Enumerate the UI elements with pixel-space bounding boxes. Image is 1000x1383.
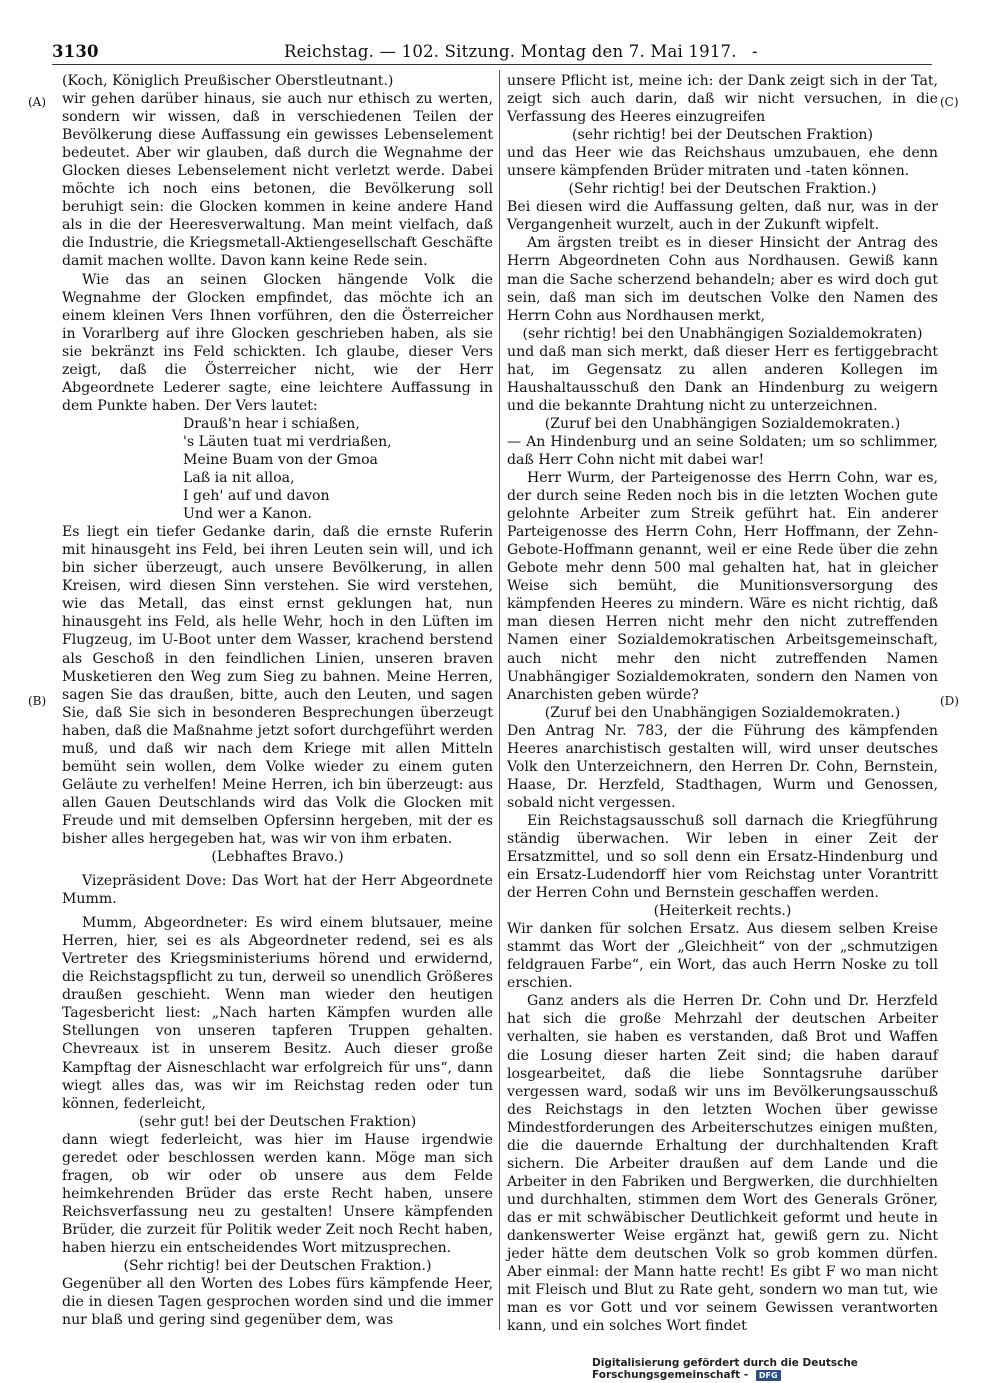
margin-mark-a: (A) — [28, 95, 47, 109]
paragraph: Ein Reichstagsausschuß soll darnach die Kriegführung ständig überwachen. Wir leben in einer Zeit der Ersatzmittel, und so soll denn ein Ersatz-Hindenburg und ein Ersatz-Ludendorff hier vom Reichstag unter Vorantritt der Herren Cohn und Bernstein geschaffen werden. — [507, 812, 938, 902]
footer-text: Digitalisierung gefördert durch die Deutsche Forschungsgemeinschaft - — [592, 1357, 858, 1381]
interjection: (Sehr richtig! bei der Deutschen Fraktion.) — [568, 181, 877, 198]
dfg-logo: DFG — [756, 1370, 781, 1381]
paragraph: Herr Wurm, der Parteigenosse des Herrn Cohn, war es, der durch seine Reden noch bis in die letzten Wochen gute gelohnte Arbeiter zum Streik geführt hat. Ein anderer Parteigenosse des Herrn Cohn, Herr Hoffmann, der Zehn-Gebote-Hoffmann genannt, weil er eine Rede über die zehn Gebote mehr denn 500 mal gehalten hat, hat in gleicher Weise sich bemüht, die Munitionsversorgung des kämpfenden Heeres zu mindern. Wäre es nicht richtig, daß man diesen Herren nicht mehr den nicht zutreffenden Namen einer Sozialdemokratischen Arbeitsgemeinschaft, auch nicht mehr den nicht zutreffenden Namen Unabhängiger Sozialdemokraten, sondern den Namen von Anarchisten geben würde? — [507, 470, 938, 703]
paragraph: Wir danken für solchen Ersatz. Aus diesem selben Kreise stammt das Wort der „Gleichheit“ von der „schmutzigen feldgrauen Farbe“, ein Wort, das auch Herrn Noske zu toll erschien. — [507, 921, 938, 992]
page-number: 3130 — [52, 42, 99, 61]
verse-line: Laß ia nit alloa, — [183, 470, 295, 487]
margin-mark-c: (C) — [940, 95, 959, 109]
page-header — [52, 42, 952, 66]
interjection: (sehr gut! bei der Deutschen Fraktion) — [138, 1113, 417, 1130]
paragraph: wir gehen darüber hinaus, sie auch nur ethisch zu werten, sondern wir wissen, daß in verschiedenen Teilen der Bevölkerung diese Auffassung ein gewisses Lebenselement bedeutet. Aber wir glauben, daß durch die Wegnahme der Glocken dieses Lebenselement nicht verletzt werde. Dabei möchte ich noch eins betonen, die Bevölkerung soll beruhigt sein: die Glocken kommen in keine andere Hand als in die der Heeresverwaltung. Man meint vielfach, daß die Industrie, die Kriegsmetall-Aktiengesellschaft Geschäfte damit machen wollte. Davon kann keine Rede sein. — [62, 91, 493, 270]
paragraph: Es liegt ein tiefer Gedanke darin, daß die ernste Ruferin mit hinausgeht ins Feld, bei ihren Leuten sein will, und ich bin sicher überzeugt, auch unsere Bevölkerung, in allen Kreisen, wird diesen Sinn verstehen. Sie wird verstehen, wie das Metall, das einst ernst geklungen hat, nun hinausgeht ins Feld, als helle Wehr, hoch in den Lüften im Flugzeug, im U-Boot unter dem Wasser, krachend berstend als Geschoß in den feindlichen Linien, unseren braven Musketieren den Weg zum Sieg zu bahnen. Meine Herren, sagen Sie das draußen, bitte, auch den Leuten, und sagen Sie, daß Sie sich in besonderen Besprechungen überzeugt haben, daß die Maßnahme jetzt sofort durchgeführt werden muß, und daß wir nach dem Kriege mit allen Mitteln bemüht sein wollen, dem Volke wieder zu einem guten Geläute zu verhelfen! Meine Herren, ich bin überzeugt: aus allen Gauen Deutschlands wird das Volk die Glocken mit Freude und mit demselben Opfersinn hergeben, mit der es bisher alles hergegeben hat, was wir von ihm erbaten. — [62, 524, 493, 847]
running-title: Reichstag. — 102. Sitzung. Montag den 7. Mai 1917. — [284, 42, 737, 61]
paragraph: — An Hindenburg und an seine Soldaten; um so schlimmer, daß Herr Cohn nicht mit dabei war! — [507, 433, 938, 468]
column-divider — [499, 70, 500, 1330]
verse-line: Und wer a Kanon. — [183, 506, 313, 523]
verse-line: Meine Buam von der Gmoa — [183, 451, 378, 468]
paragraph: Den Antrag Nr. 783, der die Führung des kämpfenden Heeres anarchistisch gestalten will, wird unser deutsches Volk den Unterzeichnern, den Herren Dr. Cohn, Bernstein, Haase, Dr. Herzfeld, Stadthagen, Wurm und Genossen, sobald nicht vergessen. — [507, 722, 938, 811]
margin-mark-b: (B) — [28, 694, 47, 708]
paragraph: Mumm, Abgeordneter: Es wird einem blutsauer, meine Herren, hier, sei es als Abgeordneter redend, sei es als Vertreter des Kriegsministeriums hörend und erwidernd, die Reichstagspflicht zu tun, derweil so unendlich Größeres draußen geschieht. Wenn man wieder den heutigen Tagesbericht liest: „Nach harten Kämpfen wurden alle Stellungen von unseren tapferen Truppen gehalten. Chevreaux ist in unserem Besitz. Auch dieser große Kampftag der Aisneschlacht war erfolgreich für uns“, dann wiegt alles das, was wir im Reichstag reden oder tun können, federleicht, — [62, 915, 493, 1112]
paragraph: und daß man sich merkt, daß dieser Herr es fertiggebracht hat, im Gegensatz zu allen anderen Kollegen im Haushaltausschuß den Dank an Hindenburg zu weigern und die bekannte Drahtung nicht zu unterzeichnen. — [507, 343, 938, 414]
header-dash: - — [752, 42, 758, 61]
paragraph: Bei diesen wird die Auffassung gelten, daß nur, was in der Vergangenheit wurzelt, auch in der Zukunft wipfelt. — [507, 199, 938, 234]
margin-mark-d: (D) — [940, 694, 959, 708]
header-rule — [52, 64, 932, 65]
paragraph: Ganz anders als die Herren Dr. Cohn und Dr. Herzfeld hat sich die große Mehrzahl der deutschen Arbeiter verhalten, sie haben es verstanden, daß Brot und Waffen die Losung dieser harten Zeit sind; die haben darauf losgearbeitet, daß die liebe Sonntagsruhe darüber vergessen ward, sodaß wir uns im Bevölkerungsausschuß des Reichstags in den letzten Wochen über gewisse Mindestforderungen des Arbeiterschutzes einigen mußten, die die dauernde Erhaltung der durchhaltenden Kraft sichern. Die Arbeiter draußen auf dem Lande und die Arbeiter in den Fabriken und Bergwerken, die durchhielten und durchhalten, stimmen dem Wort des Generals Gröner, das er mit schwäbischer Deutlichkeit geformt und heute in dankenswerter Weise ergänzt hat, gewiß gern zu. Nicht jeder hätte dem deutschen Volk so grob kommen dürfen. Aber einmal: der Mann hatte recht! Es gibt F wo man nicht mit Fleisch und Blut zu Rate geht, sondern wo man tut, wie man es vor Gott und vor seinem Gewissen verantworten kann, und ein solches Wort findet — [507, 993, 938, 1335]
footer-credit — [592, 1357, 992, 1381]
paragraph: dann wiegt federleicht, was hier im Hause irgendwie geredet oder beschlossen werden kann. Möge man sich fragen, ob wir oder ob unsere aus dem Felde heimkehrenden Brüder das erste Recht haben, unsere Reichsverfassung neu zu gestalten! Unsere kämpfenden Brüder, die zurzeit für Politik weder Zeit noch Recht haben, haben hierzu ein entscheidendes Wort mitzusprechen. — [62, 1131, 493, 1256]
paragraph: (Koch, Königlich Preußischer Oberstleutnant.) — [62, 73, 394, 89]
interjection: (Zuruf bei den Unabhängigen Sozialdemokraten.) — [544, 415, 901, 432]
interjection: (Zuruf bei den Unabhängigen Sozialdemokraten.) — [544, 704, 901, 721]
interjection: (sehr richtig! bei den Unabhängigen Sozialdemokraten) — [522, 325, 923, 342]
paragraph: Gegenüber all den Worten des Lobes fürs kämpfende Heer, die in diesen Tagen gesprochen worden sind und die immer nur blaß und gering sind gegenüber dem, was — [62, 1276, 493, 1329]
verse-line: 's Läuten tuat mi verdriaßen, — [183, 433, 392, 450]
right-column — [507, 72, 938, 1335]
interjection: (Sehr richtig! bei der Deutschen Fraktion.) — [123, 1258, 432, 1275]
paragraph: Vizepräsident Dove: Das Wort hat der Herr Abgeordnete Mumm. — [62, 873, 493, 908]
verse-line: Drauß'n hear i schiaßen, — [183, 415, 360, 432]
paragraph: und das Heer wie das Reichshaus umzubauen, ehe denn unsere kämpfenden Brüder mitraten und -taten können. — [507, 145, 938, 180]
verse-line: I geh' auf und davon — [183, 488, 330, 505]
paragraph: Wie das an seinen Glocken hängende Volk die Wegnahme der Glocken empfindet, das möchte ich an einem kleinen Vers Ihnen vorführen, den die Österreicher in Vorarlberg auf ihre Glocken geschrieben haben, als sie sie bekränzt ins Feld schickten. Ich glaube, dieser Vers zeigt, daß die Österreicher nicht, wie der Herr Abgeordnete Lederer sagte, eine leichtere Auffassung in dem Punkte haben. Der Vers lautet: — [62, 271, 493, 414]
left-column — [62, 72, 493, 1329]
paragraph: unsere Pflicht ist, meine ich: der Dank zeigt sich in der Tat, zeigt sich auch darin, daß wir nicht versuchen, in die Verfassung des Heeres einzugreifen — [507, 73, 938, 126]
interjection: (Lebhaftes Bravo.) — [211, 849, 344, 866]
interjection: (Heiterkeit rechts.) — [653, 903, 792, 920]
interjection: (sehr richtig! bei der Deutschen Fraktion) — [571, 127, 874, 144]
paragraph: Am ärgsten treibt es in dieser Hinsicht der Antrag des Herrn Abgeordneten Cohn aus Nordhausen. Gewiß kann man die Sache scherzend behandeln; aber es wird doch gut sein, daß man sich im deutschen Volke den Namen des Herrn Cohn aus Nordhausen merkt, — [507, 235, 938, 324]
